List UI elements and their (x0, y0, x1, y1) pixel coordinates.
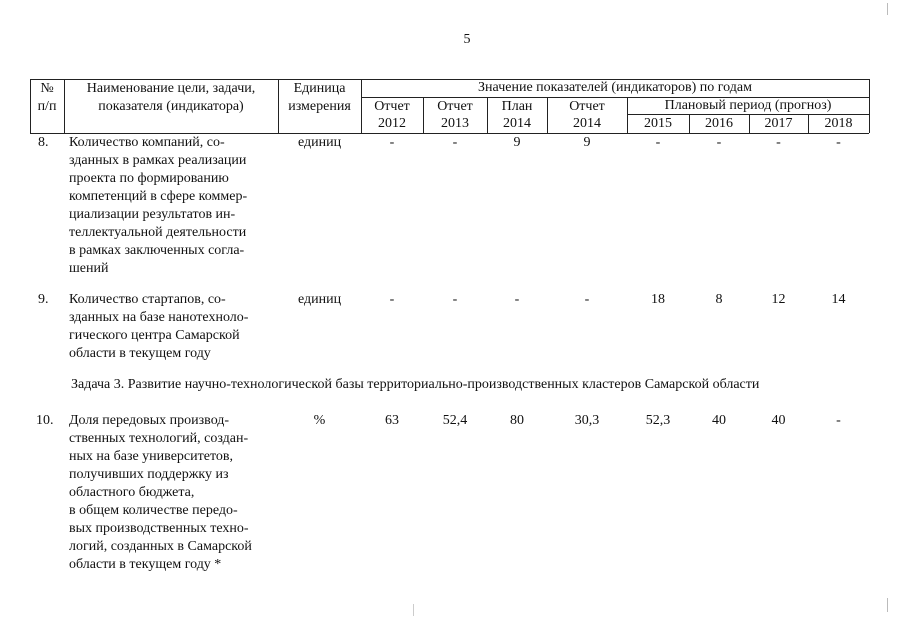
row-number: 10. (36, 413, 54, 428)
row-number: 8. (38, 135, 49, 150)
scan-edge-mark (887, 598, 888, 612)
header-plan-period: Плановый период (прогноз) (664, 98, 832, 113)
row-name: Количество стартапов, со- зданных на базе нанотехноло- гического центра Самарской области в текущем году (69, 292, 249, 361)
row-value: 9 (583, 135, 591, 150)
header-col-kind: Отчет (374, 99, 410, 114)
row-value: 40 (771, 413, 786, 428)
row-value: - (836, 413, 841, 428)
row-value: 9 (513, 135, 521, 150)
header-col-kind: План (501, 99, 533, 114)
row-value: - (584, 292, 590, 307)
row-unit: единиц (297, 135, 342, 150)
row-name: Доля передовых производ- ственных технологий, создан- ных на базе университетов, получивших поддержку из областного бюджета, в общем количестве передо- вых производственных техно- логий, созданных в Самарской области в текущем году * (69, 413, 252, 572)
row-value: - (452, 292, 458, 307)
row-value: 63 (385, 413, 399, 428)
row-name: Количество компаний, со- зданных в рамках реализации проекта по формированию компетенций в сфере коммер- циализации результатов ин- теллектуальной деятельности в рамках заключенных согла- шений (69, 135, 248, 276)
row-value: - (836, 135, 841, 150)
row-value: - (514, 292, 520, 307)
header-col-kind: Отчет (569, 99, 605, 114)
row-value: 14 (831, 292, 846, 307)
row-value: - (776, 135, 781, 150)
header-col-year: 2013 (441, 116, 469, 131)
row-value: 12 (771, 292, 786, 307)
header-plan-year: 2015 (644, 116, 672, 131)
header-plan-year: 2017 (764, 116, 793, 131)
header-num: № п/п (37, 81, 57, 114)
header-plan-year: 2016 (705, 116, 733, 131)
row-number: 9. (38, 292, 49, 307)
row-value: 52,4 (442, 413, 468, 428)
row-value: 52,3 (645, 413, 671, 428)
row-unit: % (313, 413, 326, 428)
header-unit: Единица измерения (288, 81, 351, 114)
row-value: 30,3 (574, 413, 600, 428)
header-col-kind: Отчет (437, 99, 473, 114)
row-value: 40 (712, 413, 726, 428)
row-value: 80 (510, 413, 524, 428)
header-values: Значение показателей (индикаторов) по годам (478, 80, 752, 95)
row-unit: единиц (297, 292, 342, 307)
row-value: - (716, 135, 722, 150)
row-value: - (389, 135, 395, 150)
row-value: 8 (715, 292, 723, 307)
header-col-year: 2014 (503, 116, 531, 131)
row-value: - (389, 292, 395, 307)
row-value: - (452, 135, 458, 150)
row-value: - (655, 135, 661, 150)
header-name: Наименование цели, задачи, показателя (индикатора) (86, 81, 256, 114)
scan-edge-mark (413, 604, 414, 616)
header-plan-year: 2018 (824, 116, 853, 131)
header-col-year: 2014 (573, 116, 601, 131)
task-heading: Задача 3. Развитие научно-технологической базы территориально-производственных кластеров Самарской области (71, 377, 760, 392)
page-number: 5 (463, 32, 471, 47)
row-value: 18 (651, 292, 665, 307)
header-col-year: 2012 (378, 116, 406, 131)
scan-edge-mark (887, 3, 888, 15)
